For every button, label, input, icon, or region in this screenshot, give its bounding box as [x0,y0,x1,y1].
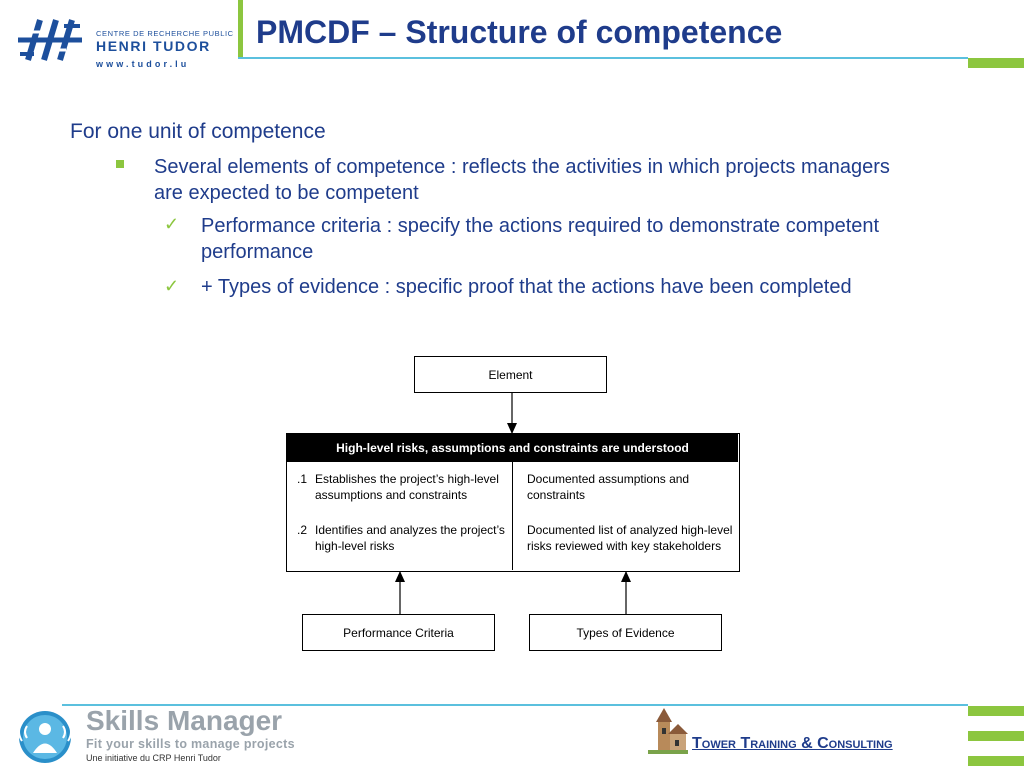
evidence-item: Documented list of analyzed high-level risks reviewed with key stakeholders [527,523,733,553]
table-header: High-level risks, assumptions and constraints are understood [287,434,738,462]
tower-training-consulting-label: Tower Training & Consulting [692,735,893,752]
evidence-item: Documented assumptions and constraints [527,472,690,502]
bullet-level-3-evidence: + Types of evidence : specific proof that the actions have been completed [201,276,852,298]
checkmark-icon: ✓ [164,214,180,234]
footer-green-accent [968,756,1024,766]
row-number: .2 [297,523,308,537]
row-number: .1 [297,472,308,486]
skills-manager-logo-icon [14,708,76,764]
bullet-level-1: For one unit of competence [70,120,326,143]
skills-manager-subtitle: Fit your skills to manage projects [86,737,295,751]
header-divider [238,57,968,59]
skills-manager-note: Une initiative du CRP Henri Tudor [86,753,221,763]
performance-criterion: Establishes the project’s high-level assumptions and constraints [315,472,499,502]
tower-icon [648,708,688,754]
header-green-accent [968,58,1024,68]
performance-criterion: Identifies and analyzes the project’s high-level risks [315,523,505,553]
table-column-divider [512,462,513,570]
footer-green-accent [968,731,1024,741]
arrowhead-up-icon [621,571,631,582]
checkmark-icon: ✓ [164,276,180,296]
element-box: Element [414,356,607,393]
skills-manager-title: Skills Manager [86,705,283,736]
header-vertical-bar [238,0,243,58]
slide-title: PMCDF – Structure of competence [256,14,783,50]
performance-criteria-box: Performance Criteria [302,614,495,651]
arrowhead-up-icon [395,571,405,582]
bullet-level-2: Several elements of competence : reflects the activities in which projects managers are expected to be competent [154,156,890,204]
square-bullet-icon [116,160,124,168]
footer-green-accent [968,706,1024,716]
bullet-level-3-performance: Performance criteria : specify the actions required to demonstrate competent performance [201,215,880,263]
tudor-logo [14,12,234,74]
competence-table [286,433,740,572]
logo-line-1: CENTRE DE RECHERCHE PUBLIC [96,29,234,38]
types-of-evidence-box: Types of Evidence [529,614,722,651]
logo-line-2: HENRI TUDOR [96,38,211,54]
logo-line-3: www.tudor.lu [96,59,190,69]
tudor-logo-mark-icon [14,14,86,66]
